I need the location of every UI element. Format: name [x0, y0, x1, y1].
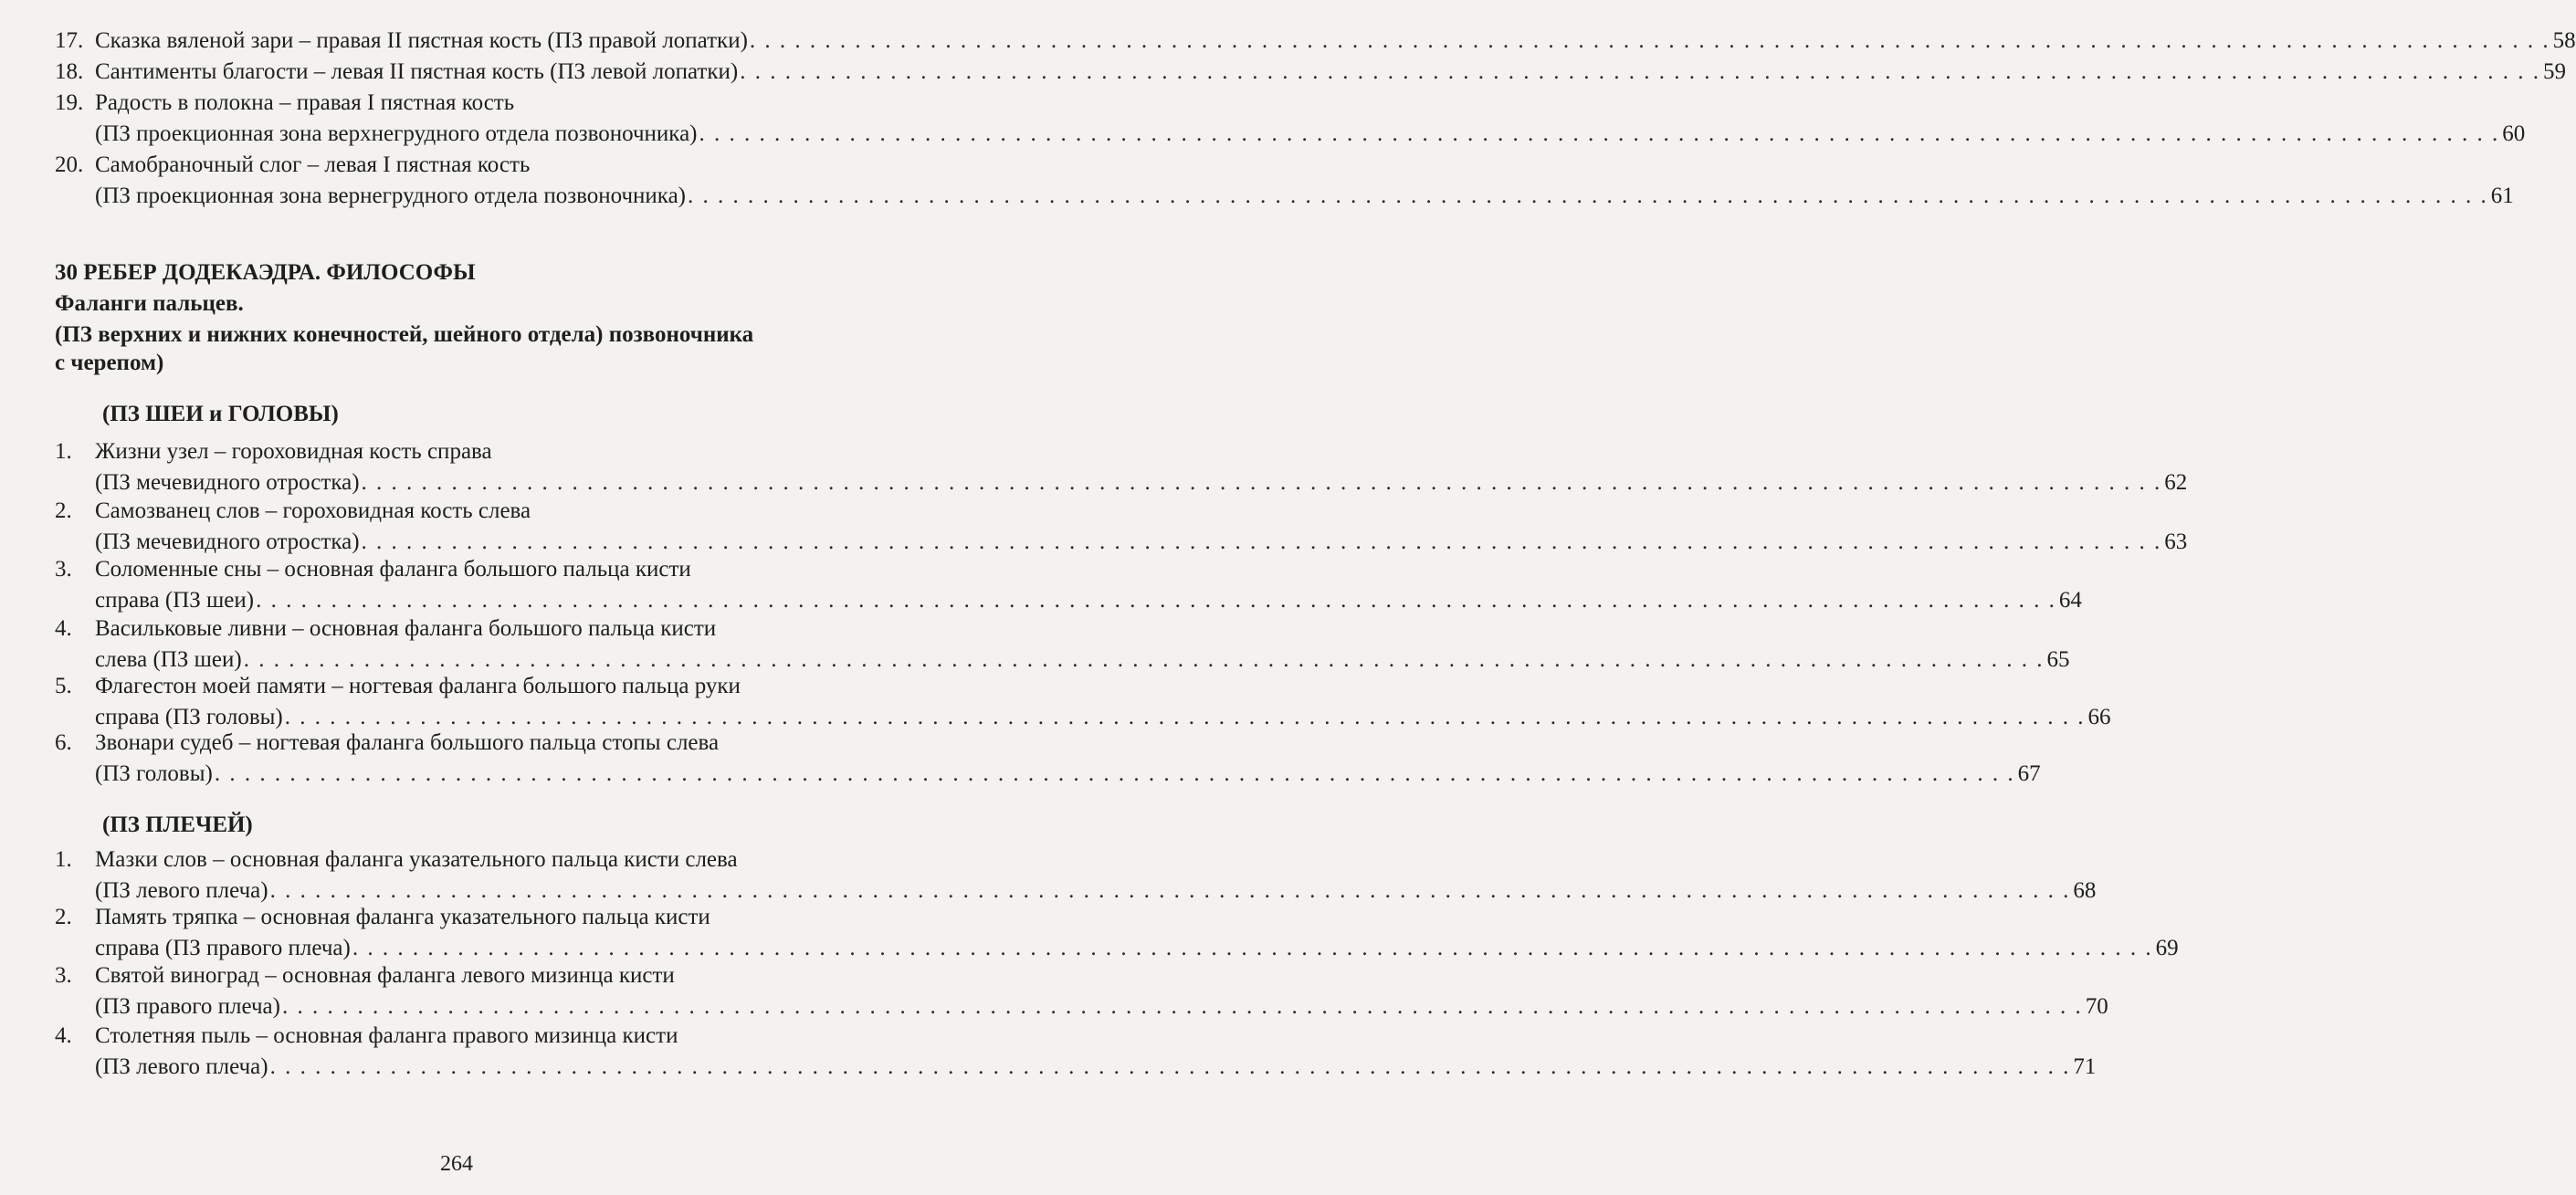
toc-entry: 3. Соломенные сны – основная фаланга большого пальца кисти справа (ПЗ шеи) . . . . . . . . . . . . . . . . . . . . . . . . . . . . . . . . . . . . . . . . . . . . . . . . . . . . . . . . . . . . . . . . . . . . . . . . . . . . . . . . . . . . . . . . . . . . . . . . . . . . . . . . . . . . . . . . . . . . . . . . 64: [55, 554, 877, 616]
page-ref: 63: [2164, 529, 2188, 554]
section-description-cont: с черепом): [55, 351, 164, 375]
section-subtitle: Фаланги пальцев.: [55, 291, 244, 316]
page-ref: 66: [2087, 705, 2111, 729]
entry-title: Васильковые ливни – основная фаланга большого пальца кисти: [95, 616, 717, 641]
section-title: 30 РЕБЕР ДОДЕКАЭДРА. ФИЛОСОФЫ: [55, 260, 476, 285]
toc-entry: 19. Радость в полокна – правая I пястная кость (ПЗ проекционная зона верхнегрудного отдела позвоночника) . . . . . . . . . . . . . . . . . . . . . . . . . . . . . . . . . . . . . . . . . . . . . . . . . . . . . . . . . . . . . . . . . . . . . . . . . . . . . . . . . . . . . . . . . . . . . . . . . . . . . . . . . . . . . . . . . . . . . . . . 60: [55, 88, 877, 150]
toc-entry: 1. Мазки слов – основная фаланга указательного пальца кисти слева (ПЗ левого плеча) . . . . . . . . . . . . . . . . . . . . . . . . . . . . . . . . . . . . . . . . . . . . . . . . . . . . . . . . . . . . . . . . . . . . . . . . . . . . . . . . . . . . . . . . . . . . . . . . . . . . . . . . . . . . . . . . . . . . . . . . 68: [55, 844, 877, 907]
page-ref: 60: [2502, 121, 2526, 146]
toc-entry: 6. Звонари судеб – ногтевая фаланга большого пальца стопы слева (ПЗ головы) . . . . . . . . . . . . . . . . . . . . . . . . . . . . . . . . . . . . . . . . . . . . . . . . . . . . . . . . . . . . . . . . . . . . . . . . . . . . . . . . . . . . . . . . . . . . . . . . . . . . . . . . . . . . . . . . . . . . . . . . 67: [55, 728, 877, 790]
page-ref: 64: [2058, 588, 2082, 613]
page-ref: 70: [2085, 994, 2108, 1019]
entry-subtitle: справа (ПЗ шеи): [95, 588, 255, 613]
entry-subtitle: (ПЗ мечевидного отростка): [95, 470, 360, 495]
entry-title: Звонари судеб – ногтевая фаланга большого пальца стопы слева: [95, 730, 720, 755]
toc-entry: 17. Сказка вяленой зари – правая II пястная кость (ПЗ правой лопатки) . . . . . . . . . . . . . . . . . . . . . . . . . . . . . . . . . . . . . . . . . . . . . . . . . . . . . . . . . . . . . . . . . . . . . . . . . . . . . . . . . . . . . . . . . . . . . . . . . . . . . . . . . . . . . . . . . . . . . . . . 58: [55, 26, 877, 57]
entry-subtitle: справа (ПЗ головы): [95, 705, 283, 729]
entry-subtitle: (ПЗ проекционная зона вернегрудного отдела позвоночника): [95, 183, 686, 208]
page-ref: 61: [2490, 183, 2514, 208]
toc-entry: 5. Флагестон моей памяти – ногтевая фаланга большого пальца руки справа (ПЗ головы) . . . . . . . . . . . . . . . . . . . . . . . . . . . . . . . . . . . . . . . . . . . . . . . . . . . . . . . . . . . . . . . . . . . . . . . . . . . . . . . . . . . . . . . . . . . . . . . . . . . . . . . . . . . . . . . . . . . . . . . . 66: [55, 671, 877, 733]
entry-subtitle: (ПЗ правого плеча): [95, 994, 280, 1019]
entry-title: Радость в полокна – правая I пястная кость: [95, 90, 515, 115]
entry-subtitle: слева (ПЗ шеи): [95, 647, 242, 672]
entry-title: Флагестон моей памяти – ногтевая фаланга большого пальца руки: [95, 674, 741, 698]
entry-title: Столетняя пыль – основная фаланга правого мизинца кисти: [95, 1023, 678, 1048]
page-number: 264: [440, 1152, 473, 1176]
entry-title: Соломенные сны – основная фаланга большого пальца кисти: [95, 557, 691, 582]
page-ref: 69: [2155, 936, 2179, 960]
entry-title: Мазки слов – основная фаланга указательного пальца кисти слева: [95, 847, 738, 872]
entry-subtitle: (ПЗ левого плеча): [95, 878, 268, 903]
entry-subtitle: (ПЗ левого плеча): [95, 1054, 268, 1079]
entry-subtitle: справа (ПЗ правого плеча): [95, 936, 351, 960]
group-title-shoulders: (ПЗ ПЛЕЧЕЙ): [102, 812, 253, 837]
entry-title: Святой виноград – основная фаланга левого мизинца кисти: [95, 963, 675, 988]
entry-subtitle: (ПЗ головы): [95, 761, 213, 786]
toc-entry: 2. Самозванец слов – гороховидная кость слева (ПЗ мечевидного отростка) . . . . . . . . . . . . . . . . . . . . . . . . . . . . . . . . . . . . . . . . . . . . . . . . . . . . . . . . . . . . . . . . . . . . . . . . . . . . . . . . . . . . . . . . . . . . . . . . . . . . . . . . . . . . . . . . . . . . . . . . 63: [55, 496, 877, 558]
entry-title: Жизни узел – гороховидная кость справа: [95, 439, 492, 464]
entry-title: Самозванец слов – гороховидная кость слева: [95, 498, 531, 523]
page-ref: 68: [2073, 878, 2097, 903]
entry-title: Сказка вяленой зари – правая II пястная кость (ПЗ правой лопатки): [95, 28, 748, 53]
entry-subtitle: (ПЗ проекционная зона верхнегрудного отдела позвоночника): [95, 121, 698, 146]
toc-entry: 4. Васильковые ливни – основная фаланга большого пальца кисти слева (ПЗ шеи) . . . . . . . . . . . . . . . . . . . . . . . . . . . . . . . . . . . . . . . . . . . . . . . . . . . . . . . . . . . . . . . . . . . . . . . . . . . . . . . . . . . . . . . . . . . . . . . . . . . . . . . . . . . . . . . . . . . . . . . . 65: [55, 613, 877, 676]
toc-entry: 20. Самобраночный слог – левая I пястная кость (ПЗ проекционная зона вернегрудного отдела позвоночника) . . . . . . . . . . . . . . . . . . . . . . . . . . . . . . . . . . . . . . . . . . . . . . . . . . . . . . . . . . . . . . . . . . . . . . . . . . . . . . . . . . . . . . . . . . . . . . . . . . . . . . . . . . . . . . . . . . . . . . . . 61: [55, 150, 877, 212]
toc-entry: 4. Столетняя пыль – основная фаланга правого мизинца кисти (ПЗ левого плеча) . . . . . . . . . . . . . . . . . . . . . . . . . . . . . . . . . . . . . . . . . . . . . . . . . . . . . . . . . . . . . . . . . . . . . . . . . . . . . . . . . . . . . . . . . . . . . . . . . . . . . . . . . . . . . . . . . . . . . . . . 71: [55, 1021, 877, 1083]
page-ref: 65: [2046, 647, 2070, 672]
entry-subtitle: (ПЗ мечевидного отростка): [95, 529, 360, 554]
toc-entry: 3. Святой виноград – основная фаланга левого мизинца кисти (ПЗ правого плеча) . . . . . . . . . . . . . . . . . . . . . . . . . . . . . . . . . . . . . . . . . . . . . . . . . . . . . . . . . . . . . . . . . . . . . . . . . . . . . . . . . . . . . . . . . . . . . . . . . . . . . . . . . . . . . . . . . . . . . . . . 70: [55, 960, 877, 1022]
toc-entry: 2. Память тряпка – основная фаланга указательного пальца кисти справа (ПЗ правого плеча) . . . . . . . . . . . . . . . . . . . . . . . . . . . . . . . . . . . . . . . . . . . . . . . . . . . . . . . . . . . . . . . . . . . . . . . . . . . . . . . . . . . . . . . . . . . . . . . . . . . . . . . . . . . . . . . . . . . . . . . . 69: [55, 902, 877, 964]
page-ref: 59: [2542, 59, 2566, 84]
page-ref: 67: [2017, 761, 2041, 786]
entry-title: Сантименты благости – левая II пястная кость (ПЗ левой лопатки): [95, 59, 739, 84]
group-title-neck: (ПЗ ШЕИ и ГОЛОВЫ): [102, 402, 339, 426]
page-ref: 58: [2552, 28, 2576, 53]
toc-entry: 1. Жизни узел – гороховидная кость справа (ПЗ мечевидного отростка) . . . . . . . . . . . . . . . . . . . . . . . . . . . . . . . . . . . . . . . . . . . . . . . . . . . . . . . . . . . . . . . . . . . . . . . . . . . . . . . . . . . . . . . . . . . . . . . . . . . . . . . . . . . . . . . . . . . . . . . . 62: [55, 436, 877, 498]
toc-entry: 18. Сантименты благости – левая II пястная кость (ПЗ левой лопатки) . . . . . . . . . . . . . . . . . . . . . . . . . . . . . . . . . . . . . . . . . . . . . . . . . . . . . . . . . . . . . . . . . . . . . . . . . . . . . . . . . . . . . . . . . . . . . . . . . . . . . . . . . . . . . . . . . . . . . . . . 59: [55, 57, 877, 88]
page-ref: 71: [2073, 1054, 2097, 1079]
page-ref: 62: [2164, 470, 2188, 495]
entry-title: Самобраночный слог – левая I пястная кость: [95, 152, 531, 177]
section-description: (ПЗ верхних и нижних конечностей, шейного отдела) позвоночника: [55, 322, 754, 347]
entry-title: Память тряпка – основная фаланга указательного пальца кисти: [95, 905, 710, 929]
